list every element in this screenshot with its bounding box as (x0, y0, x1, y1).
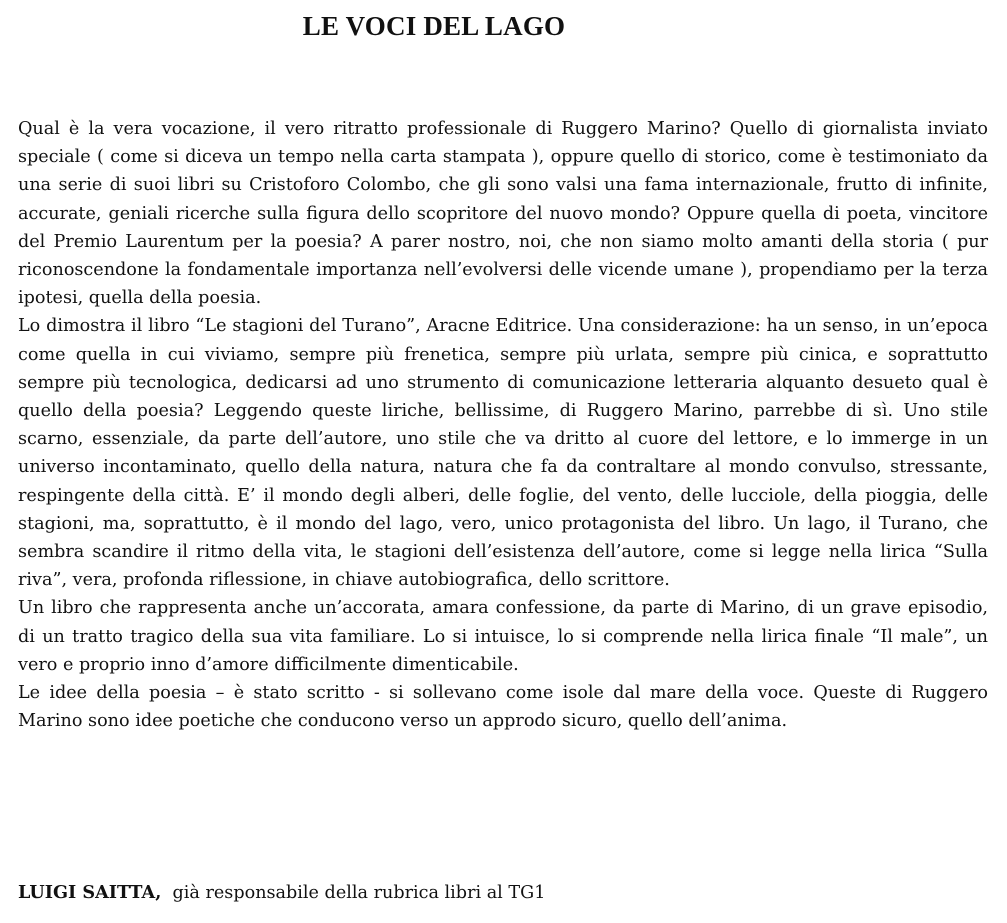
paragraph-confession: Un libro che rappresenta anche un’accorata, amara confessione, da parte di Marino, di un grave episodio, di un tratto tragico della sua vita familiare. Lo si intuisce, lo si comprende nella lirica finale “Il male”, un vero e proprio inno d’amore difficilmente dimenticabile. (18, 598, 988, 675)
author-role: già responsabile della rubrica libri al TG1 (172, 883, 546, 903)
paragraph-intro: Qual è la vera vocazione, il vero ritratto professionale di Ruggero Marino? Quello di giornalista inviato speciale ( come si diceva un tempo nella carta stampata ), oppure quello di storico, come è testimoniato da una serie di suoi libri su Cristoforo Colombo, che gli sono valsi una fama internazionale, frutto di infinite, accurate, geniali ricerche sulla figura dello scopritore del nuovo mondo? Oppure quella di poeta, vincitore del Premio Laurentum per la poesia? A parer nostro, noi, che non siamo molto amanti della storia ( pur riconoscendone la fondamentale importanza nell’evolversi delle vicende umane ), propendiamo per la terza ipotesi, quella della poesia. (18, 119, 988, 309)
document-title: LE VOCI DEL LAGO (302, 11, 566, 41)
paragraph-conclusion: Le idee della poesia – è stato scritto - si sollevano come isole dal mare della voce. Queste di Ruggero Marino sono idee poetiche che conducono verso un approdo sicuro, quello dell’anima. (18, 683, 988, 732)
paragraph-book: Lo dimostra il libro “Le stagioni del Turano”, Aracne Editrice. Una considerazione: ha un senso, in un’epoca come quella in cui viviamo, sempre più frenetica, sempre più urlata, sempre più cinica, e soprattutto sempre più tecnologica, dedicarsi ad uno strumento di comunicazione letteraria alquanto desueto qual è quello della poesia? Leggendo queste liriche, bellissime, di Ruggero Marino, parrebbe di sì. Uno stile scarno, essenziale, da parte dell’autore, uno stile che va dritto al cuore del lettore, e lo immerge in un universo incontaminato, quello della natura, natura che fa da contraltare al mondo convulso, stressante, respingente della città. E’ il mondo degli alberi, delle foglie, del vento, delle lucciole, della pioggia, delle stagioni, ma, soprattutto, è il mondo del lago, vero, unico protagonista del libro. Un lago, il Turano, che sembra scandire il ritmo della vita, le stagioni dell’esistenza dell’autore, come si legge nella lirica “Sulla riva”, vera, profonda riflessione, in chiave autobiografica, dello scrittore. (18, 316, 988, 591)
article-body (18, 115, 988, 735)
author-name: LUIGI SAITTA, (18, 882, 162, 903)
author-signature (18, 879, 988, 907)
